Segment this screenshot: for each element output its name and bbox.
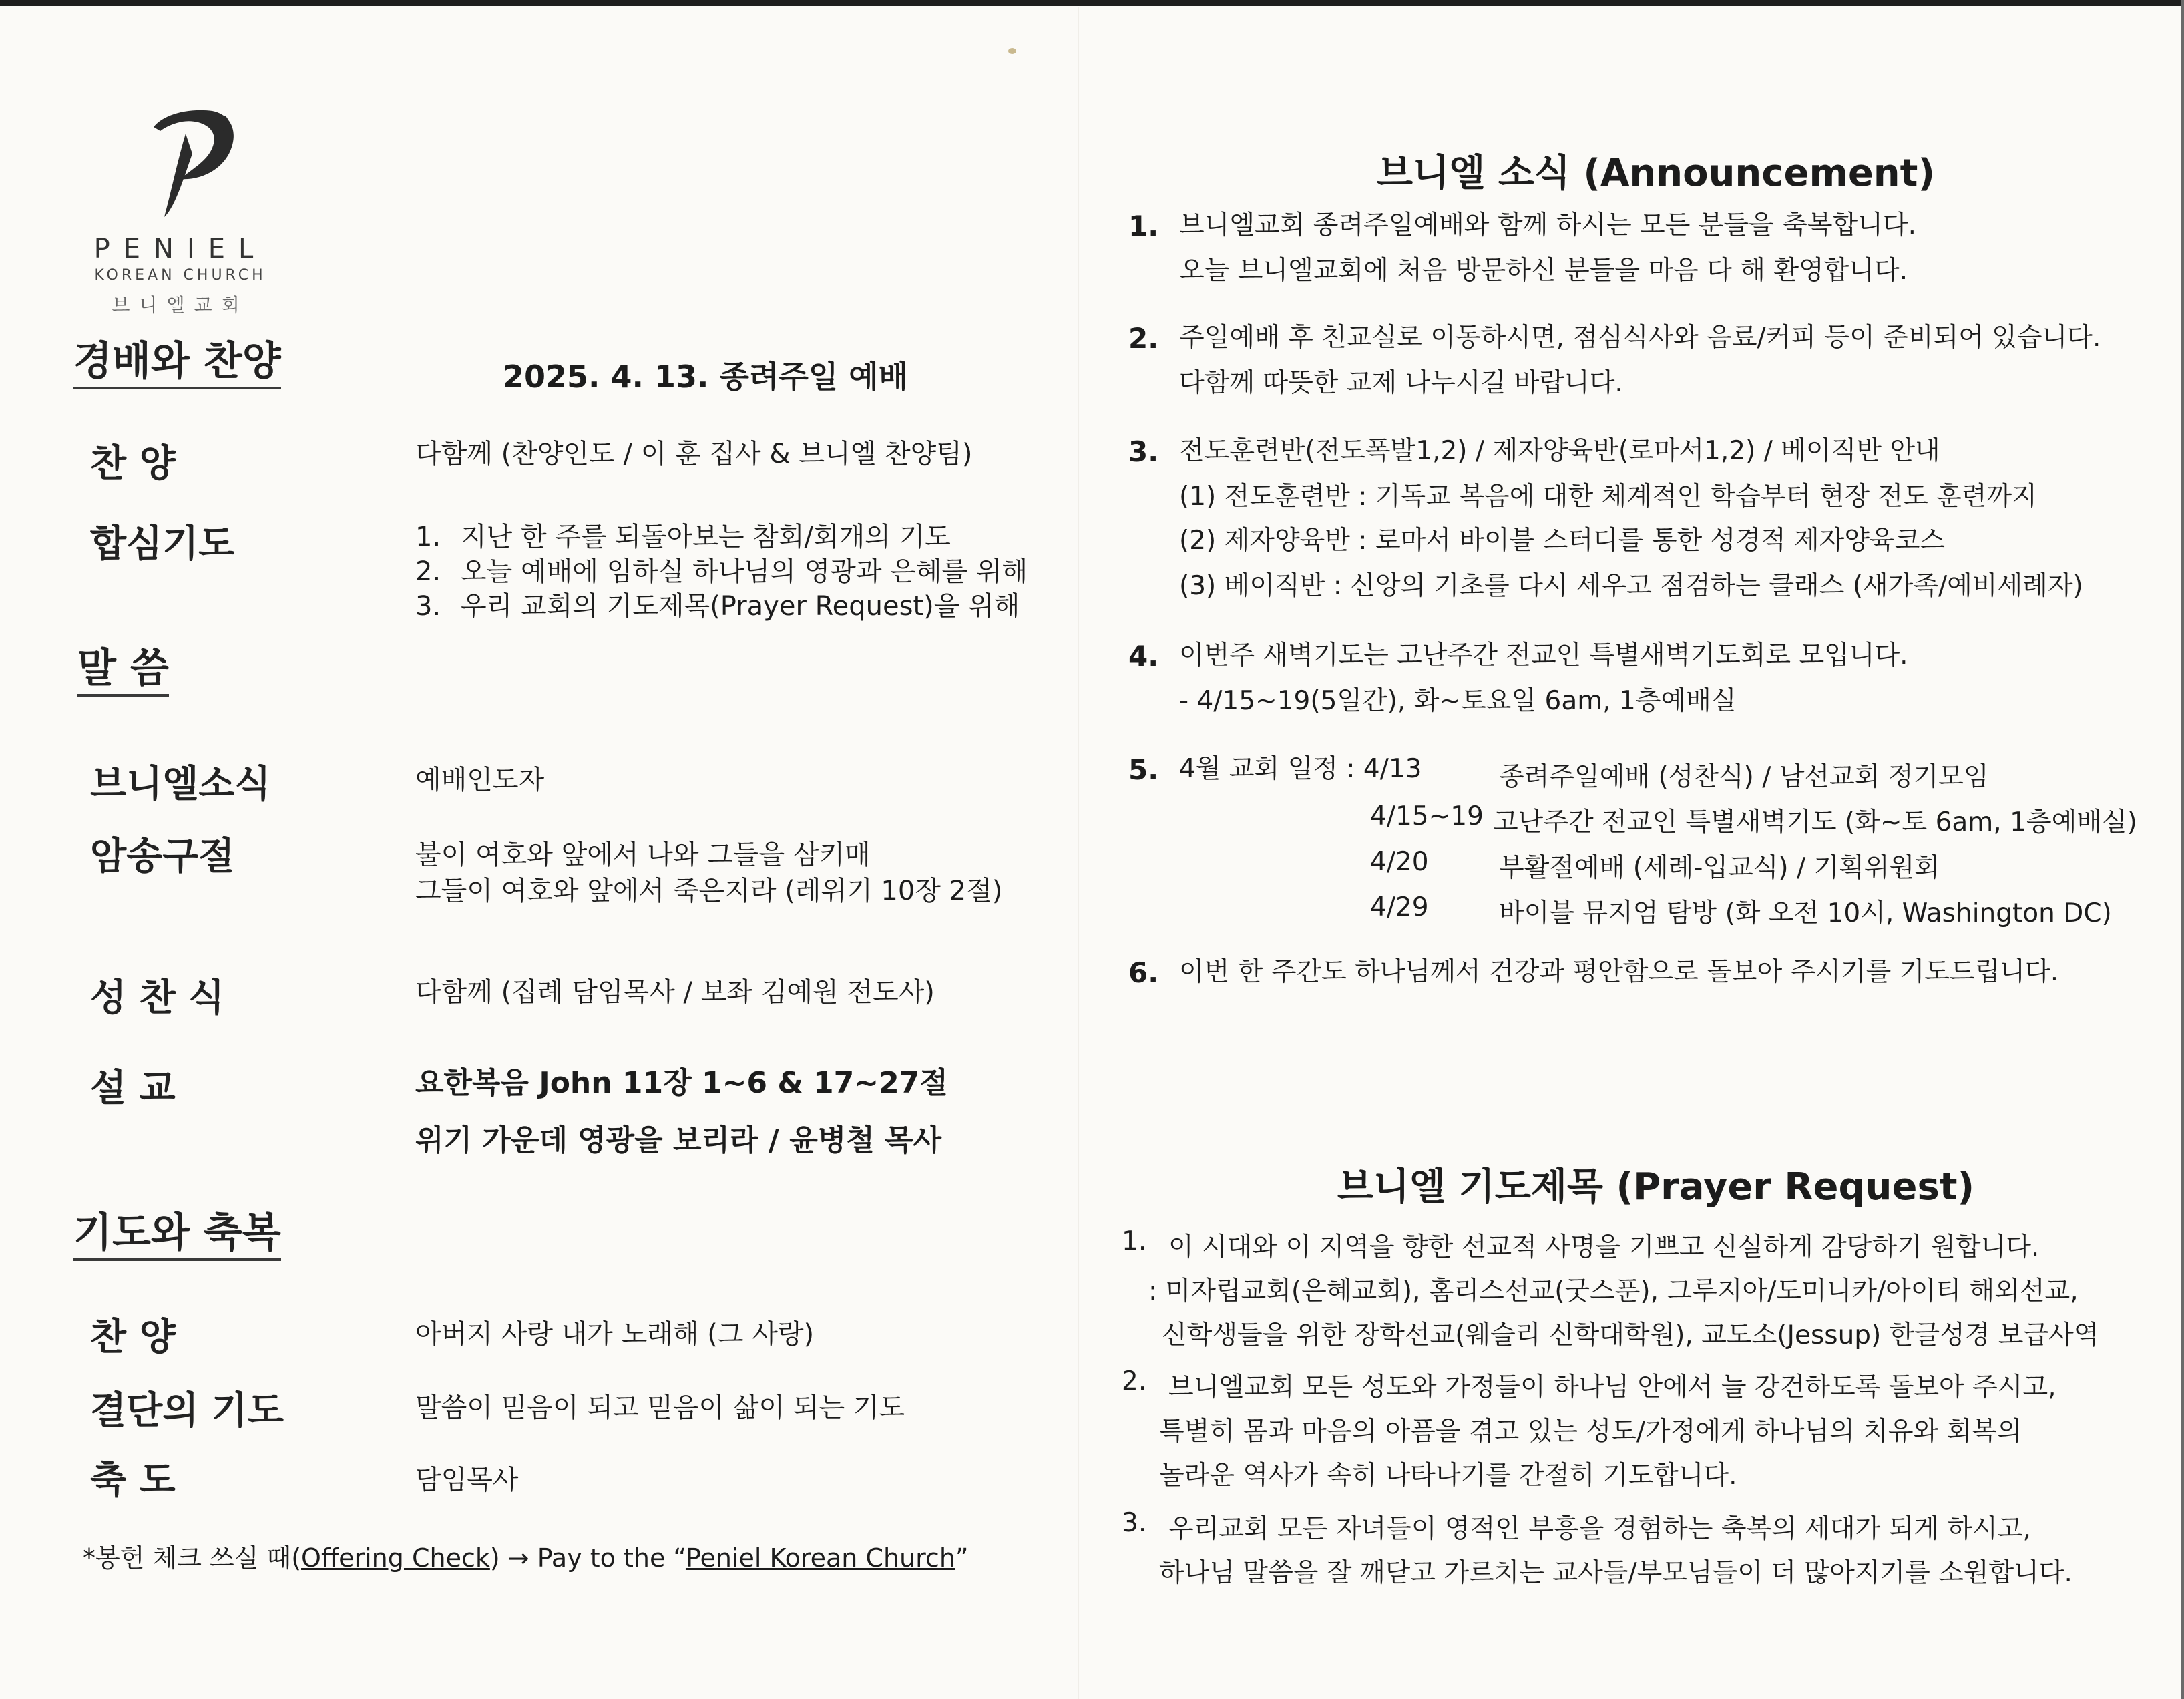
value-memory-verse-line1: 불이 여호와 앞에서 나와 그들을 삼키매 <box>415 839 871 870</box>
church-logo <box>73 107 287 314</box>
offering-check-text: Offering Check <box>301 1543 490 1573</box>
announcement-title: 브니엘 소식 (Announcement) <box>1376 152 1936 195</box>
schedule-date: 4/29 <box>1370 892 1429 922</box>
value-memory-verse-line2: 그들이 여호와 앞에서 죽은지라 (레위기 10장 2절) <box>415 876 1003 906</box>
label-praise: 찬 양 <box>90 442 176 486</box>
payee-text: Peniel Korean Church <box>685 1543 955 1573</box>
schedule-event: 바이블 뮤지엄 탐방 (화 오전 10시, Washington DC) <box>1499 898 2112 928</box>
value-closing-praise: 아버지 사랑 내가 노래해 (그 사랑) <box>415 1319 815 1350</box>
label-memory-verse: 암송구절 <box>90 835 235 878</box>
value-news: 예배인도자 <box>415 765 545 795</box>
label-unison-prayer: 합심기도 <box>90 522 235 566</box>
prayer-item: 3. 우리 교회의 기도제목(Prayer Request)을 위해 <box>415 591 1020 622</box>
label-commitment-prayer: 결단의 기도 <box>90 1389 284 1433</box>
value-sermon-title: 위기 가운데 영광을 보리라 / 윤병철 목사 <box>415 1123 942 1157</box>
value-praise: 다함께 (찬양인도 / 이 훈 집사 & 브니엘 찬양팀) <box>415 439 973 469</box>
schedule-event: 부활절예배 (세례-입교식) / 기획위원회 <box>1499 853 1940 883</box>
schedule-date: 4/20 <box>1370 847 1429 877</box>
peniel-p-logo-icon <box>146 107 239 220</box>
unison-prayer-list <box>415 520 1028 624</box>
logo-name: PENIEL <box>93 234 267 264</box>
label-communion: 성 찬 식 <box>90 976 225 1020</box>
scan-right-edge <box>2181 0 2184 1699</box>
scan-top-edge <box>0 0 2184 6</box>
offering-note: *봉헌 체크 쓰실 때(Offering Check) → Pay to the “Peniel Korean Church” <box>83 1543 969 1573</box>
label-news: 브니엘소식 <box>90 763 271 806</box>
value-sermon-scripture: 요한복음 John 11장 1~6 & 17~27절 <box>415 1066 948 1100</box>
value-commitment-prayer: 말씀이 믿음이 되고 믿음이 삶이 되는 기도 <box>415 1392 905 1423</box>
section-heading-prayer-blessing: 기도와 축복 <box>73 1212 281 1261</box>
section-heading-word: 말 씀 <box>77 648 169 697</box>
prayer-item: 2. 오늘 예배에 임하실 하나님의 영광과 은혜를 위해 <box>415 556 1028 587</box>
section-heading-worship: 경배와 찬양 <box>73 341 281 389</box>
logo-subtitle: KOREAN CHURCH <box>94 267 266 284</box>
prayer-item: 1. 지난 한 주를 되돌아보는 참회/회개의 기도 <box>415 522 951 552</box>
value-benediction: 담임목사 <box>415 1465 519 1495</box>
label-closing-praise: 찬 양 <box>90 1316 176 1359</box>
schedule-event: 종려주일예배 (성찬식) / 남선교회 정기모임 <box>1499 762 1989 792</box>
prayer-request-title: 브니엘 기도제목 (Prayer Request) <box>1337 1165 1975 1209</box>
page-fold <box>1078 7 1079 1699</box>
schedule-event: 고난주간 전교인 특별새벽기도 (화~토 6am, 1층예배실) <box>1493 807 2137 837</box>
label-benediction: 축 도 <box>90 1459 176 1502</box>
value-communion: 다함께 (집례 담임목사 / 보좌 김예원 전도사) <box>415 977 935 1008</box>
schedule-date: 4/15~19 <box>1370 801 1484 831</box>
service-date-title: 2025. 4. 13. 종려주일 예배 <box>503 359 909 395</box>
label-sermon: 설 교 <box>90 1067 176 1110</box>
logo-korean-name: 브니엘교회 <box>112 294 249 316</box>
paper-speck <box>1008 48 1016 54</box>
